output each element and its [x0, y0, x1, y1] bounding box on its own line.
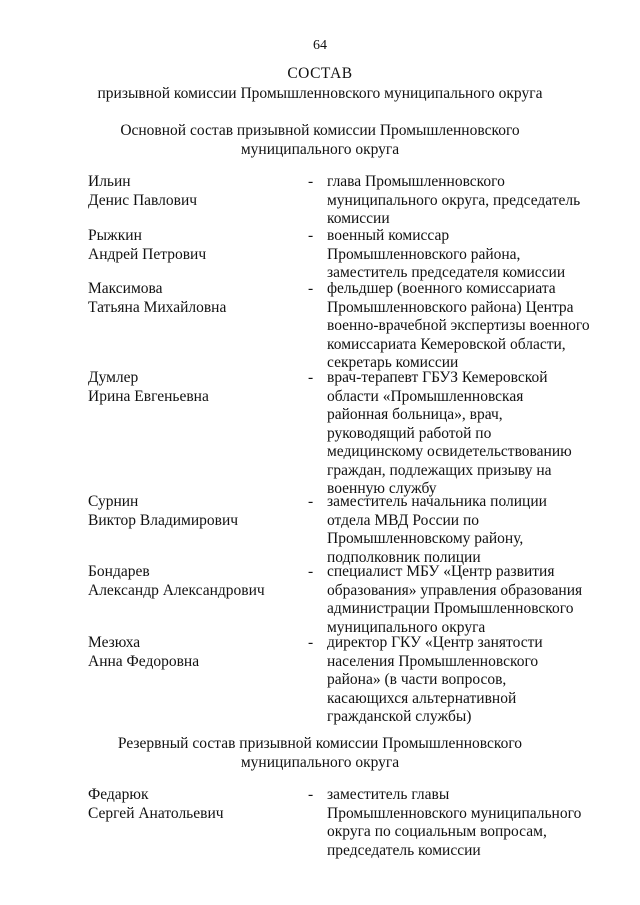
role-line: Промышленновского района) Центра [327, 298, 574, 316]
role-line: директор ГКУ «Центр занятости [327, 634, 543, 651]
member-dash: - [308, 173, 314, 190]
reserve-section-heading-line1: Резервный состав призывной комиссии Промышленновского [117, 735, 523, 752]
member-surname: Федарюк [88, 786, 149, 803]
role-line: медицинскому освидетельствованию [327, 443, 572, 460]
member-given-names: Ирина Евгеньевна [88, 387, 209, 405]
member-name [88, 280, 303, 317]
role-line: врач-терапевт ГБУЗ Кемеровской [327, 369, 548, 386]
role-line: муниципального округа [327, 618, 486, 636]
role-line: населения Промышленновского [327, 652, 539, 670]
role-line: военный комиссар [327, 227, 450, 244]
role-line: руководящий работой по [327, 424, 492, 442]
role-line: гражданской службы) [327, 708, 472, 725]
member-dash: - [308, 786, 314, 803]
role-line: касающихся альтернативной [327, 689, 517, 707]
role-line: военно-врачебной экспертизы военного [327, 317, 590, 334]
member-surname: Максимова [88, 280, 163, 297]
member-role [327, 280, 599, 373]
member-surname: Думлер [88, 369, 139, 386]
role-line: районная больница», врач, [327, 406, 503, 423]
member-dash: - [308, 563, 314, 580]
member-given-names: Виктор Владимирович [88, 511, 239, 529]
member-role [327, 563, 599, 637]
member-surname: Сурнин [88, 493, 139, 510]
role-line: администрации Промышленновского [327, 600, 574, 617]
member-given-names: Андрей Петрович [88, 245, 207, 263]
member-dash: - [308, 227, 314, 244]
main-section-heading-line2: муниципального округа [240, 141, 400, 158]
member-given-names: Анна Федоровна [88, 652, 200, 670]
role-line: глава Промышленновского [327, 173, 505, 190]
reserve-section-heading-line2: муниципального округа [240, 754, 400, 771]
role-line: Промышленновского муниципального [327, 804, 582, 822]
member-surname: Рыжкин [88, 227, 142, 244]
document-title: СОСТАВ [287, 65, 353, 82]
member-role [327, 173, 599, 229]
role-line: фельдшер (военного комиссариата [327, 280, 556, 297]
member-given-names: Сергей Анатольевич [88, 804, 224, 822]
member-given-names: Денис Павлович [88, 191, 198, 209]
role-line: заместитель начальника полиции [327, 493, 547, 510]
member-role [327, 227, 599, 283]
member-name [88, 227, 303, 264]
role-line: Промышленновскому району, [327, 530, 524, 547]
member-role [327, 786, 599, 860]
role-line: подполковник полиции [327, 548, 481, 566]
role-line: комиссариата Кемеровской области, [327, 335, 566, 353]
role-line: граждан, подлежащих призыву на [327, 461, 552, 479]
member-dash: - [308, 634, 314, 651]
member-name [88, 493, 303, 530]
member-dash: - [308, 493, 314, 510]
member-name [88, 173, 303, 210]
role-line: заместитель председателя комиссии [327, 264, 566, 281]
member-name [88, 786, 303, 823]
member-role [327, 493, 599, 567]
member-name [88, 563, 303, 600]
page-number: 64 [313, 38, 327, 53]
member-dash: - [308, 280, 314, 297]
role-line: секретарь комиссии [327, 354, 459, 371]
role-line: муниципального округа, председатель [327, 191, 581, 209]
member-surname: Мезюха [88, 634, 141, 651]
member-role [327, 369, 599, 499]
main-section-heading-line1: Основной состав призывной комиссии Промышленновского [120, 122, 520, 139]
member-name [88, 369, 303, 406]
main-section-heading [0, 121, 640, 159]
member-surname: Ильин [88, 173, 131, 190]
member-role [327, 634, 599, 727]
role-line: округа по социальным вопросам, [327, 823, 547, 840]
role-line: отдела МВД России по [327, 511, 479, 529]
role-line: специалист МБУ «Центр развития [327, 563, 555, 580]
member-surname: Бондарев [88, 563, 150, 580]
role-line: комиссии [327, 210, 390, 227]
document-subtitle: призывной комиссии Промышленновского муниципального округа [97, 85, 543, 102]
role-line: области «Промышленновская [327, 387, 524, 405]
member-given-names: Александр Александрович [88, 581, 265, 599]
role-line: района» (в части вопросов, [327, 671, 507, 688]
role-line: заместитель главы [327, 786, 450, 803]
role-line: образования» управления образования [327, 581, 583, 599]
role-line: Промышленновского района, [327, 245, 521, 263]
role-line: председатель комиссии [327, 841, 481, 859]
member-dash: - [308, 369, 314, 386]
role-line: военную службу [327, 480, 437, 497]
reserve-section-heading [0, 734, 640, 772]
member-name [88, 634, 303, 671]
member-given-names: Татьяна Михайловна [88, 298, 227, 316]
